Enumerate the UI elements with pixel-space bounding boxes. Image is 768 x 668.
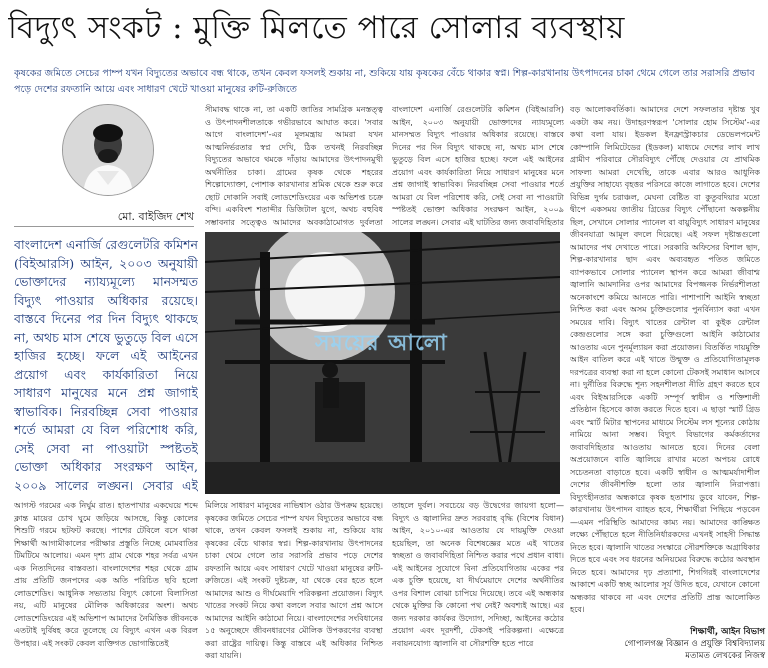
author-photo (62, 104, 154, 196)
author-signature (565, 626, 765, 662)
column-3-bottom: তাহলে দুর্বল। সবচেয়ে বড় উদ্বেগের জায়গা হলো—বিদ্যুৎ ও জ্বালানির দ্রুত সরবরাহ বৃদ্ধি (বিশেষ বিধান) আইন, ২০১০-এর আওতায় যে দায়মুক্তি দেওয়া হয়েছিল, তা অনেক বিশেষজ্ঞের মতে এই খাতের স্বচ্ছতা ও জবাবদিহিতা নিশ্চিত করার পথে প্রধান বাধা। এই আইনের সুযোগে বিনা প্রতিযোগিতায় একের পর এক চুক্তি হয়েছে, যা দীর্ঘমেয়াদে দেশের অর্থনীতির ওপর বিশাল বোঝা চাপিয়ে দিয়েছে। তবে এই অন্ধকার থেকে মুক্তির কি কোনো পথ নেই? অবশ্যই আছে। এর জন্য দরকার কার্যকর উদ্যোগ, সদিচ্ছা, আইনের কঠোর প্রয়োগ এবং দূরদর্শী, টেকসই পরিকল্পনা। এক্ষেত্রে নবায়নযোগ্য জ্বালানি বা সৌরশক্তি হতে পারে (392, 501, 564, 648)
signature-role: শিক্ষার্থী, আইন বিভাগ (690, 627, 765, 637)
newspaper-watermark: সময়ের আলো (315, 331, 448, 356)
column-2-bottom: মিলিয়ে সাধারণ মানুষের নাভিশ্বাস ওঠার উপক্রম হয়েছে। কৃষকের জমিতে সেচের পাম্প যখন বিদ্যুতের অভাবে বন্ধ থাকে, তখন কেবল ফসলই শুকায় না, শুকিয়ে যায় কৃষকের বেঁচে থাকার স্বপ্ন। শিল্প-কারখানায় উৎপাদনের চাকা থেমে গেলে তার সরাসরি প্রভাব পড়ে দেশের রফতানি আয়ে এবং সাধারণ খেটে খাওয়া মানুষের রুটি-রুজিতে। এই সংকট দুষ্টচক্র, যা থেকে বের হতে হলে আমাদের আশু ও দীর্ঘমেয়াদি পরিকল্পনা প্রয়োজন। বিদ্যুৎ খাতের সংকট নিয়ে কথা বললে সবার আগে প্রশ্ন আসে আমাদের আইনি কাঠামো নিয়ে। বাংলাদেশের সংবিধানের ১৫ অনুচ্ছেদে জীবনধারণের মৌলিক উপকরণের ব্যবস্থা করা রাষ্ট্রের দায়িত্ব। কিন্তু বাস্তবে এই অধিকার নিশ্চিত করা যায়নি। (205, 501, 383, 660)
signature-institution: গোপালগঞ্জ বিজ্ঞান ও প্রযুক্তি বিশ্ববিদ্যালয় (624, 639, 765, 649)
article-photo (205, 232, 560, 494)
column-3-top: বাংলাদেশ এনার্জি রেগুলেটরি কমিশন (বিইআরসি) আইন, ২০০৩ অনুযায়ী ভোক্তাদের ন্যায্যমূল্যে মানসম্মত বিদ্যুৎ পাওয়ার অধিকার রয়েছে। বাস্তবে দিনের পর দিন বিদ্যুৎ থাকছে না, অথচ মাস শেষে ভুতুড়ে বিল এসে হাজির হচ্ছে। ফলে এই আইনের প্রয়োগ এবং কার্যকারিতা নিয়ে সাধারণ মানুষের মনে প্রশ্ন জাগাই স্বাভাবিক। নিরবচ্ছিন্ন সেবা পাওয়ার শর্তে আমরা যে বিল পরিশোধ করি, সেই সেবা না পাওয়াটা স্পষ্টতই ভোক্তা অধিকার সংরক্ষণ আইন, ২০০৯ সালের লঙ্ঘন। সেবার এই ঘাটতির জন্য জবাবদিহিতার (392, 105, 564, 227)
author-byline: মো. বাইজিদ শেখ (14, 208, 194, 227)
column-4: বড় আলোকবর্তিকা। আমাদের দেশে সফলতার দৃষ্টান্ত খুব একটা কম নয়। উদাহরণস্বরূপ 'সোলার হোম সিস্টেম'-এর কথা বলা যায়। ইডকল ইনফ্রাস্ট্রাকচার ডেভেলপমেন্ট কোম্পানি লিমিটেডের (ইডকল) মাধ্যমে দেশের লাখ লাখ গ্রামীণ পরিবারে সৌরবিদ্যুৎ পৌঁছে দেওয়ার যে প্রাথমিক সাফল্য আমরা দেখেছি, তাকে এবার আরও আধুনিক প্রযুক্তির সাহায্যে বৃহত্তর পরিসরে কাজে লাগাতে হবে। দেশের বিভিন্ন দুর্গম চরাঞ্চল, মেঘনা বেষ্টিত বা কুতুবদিয়ার মতো দ্বীপে একসময় জাতীয় গ্রিডের বিদ্যুৎ পৌঁছানো অকল্পনীয় ছিল, সেখানে সোলার প্যানেল বা বায়ুবিদ্যুৎ সাধারণ মানুষের জীবনযাত্রা আমূল বদলে দিয়েছে। এই সফল দৃষ্টান্তগুলো আমাদের পথ দেখাতে পারে। সরকারি অফিসের বিশাল ছাদ, শিল্প-কারখানার ছাদ এবং অব্যবহৃত পতিত জমিতে ব্যাপকভাবে সোলার প্যানেল স্থাপন করে আমরা জীবাশ্ম জ্বালানি আমদানির ওপর আমাদের বিপজ্জনক নির্ভরশীলতা অনেকাংশে কমিয়ে আনতে পারি। পাশাপাশি আইনি স্বচ্ছতা নিশ্চিত করা এবং অসম চুক্তিগুলোর পুনর্বিন্যাস করা এখন সময়ের দাবি। বিদ্যুৎ খাতের রেন্টাল বা কুইক রেন্টাল কেন্দ্রগুলোর সঙ্গে করা চুক্তিগুলো আইনি কাঠামোর আওতায় এনে পুনর্মূল্যায়ন করা প্রয়োজন। বিতর্কিত দায়মুক্তি আইন বাতিল করে এই খাতে উন্মুক্ত ও প্রতিযোগিতামূলক দরপত্রের ব্যবস্থা করা না হলে কোনো টেকসই সমাধান আসবে না। দুর্নীতির বিরুদ্ধে শূন্য সহনশীলতা নীতি গ্রহণ করতে হবে এবং বিইআরসিকে একটি সম্পূর্ণ স্বাধীন ও শক্তিশালী প্রতিষ্ঠান হিসেবে কাজ করতে দিতে হবে। এ ছাড়া স্মার্ট গ্রিড এবং স্মার্ট মিটার স্থাপনের মাধ্যমে সিস্টেম লস শূন্যের কোঠায় নামিয়ে আনা সম্ভব। বিদ্যুৎ বিভাগের কর্মকর্তাদের জবাবদিহিতার আওতায় আনতে হবে। দিনের বেলা অপ্রয়োজনে বাতি জ্বালিয়ে রাখার মতো অপচয় রোধে সচেতনতা বাড়াতে হবে। একটি স্বাধীন ও আত্মমর্যাদাশীল দেশের জীবনীশক্তি হলো তার জ্বালানি নিরাপত্তা। বিদ্যুৎহীনতার অন্ধকারে কৃষক হতাশায় ডুবে যাবেন, শিল্প-কারখানায় উৎপাদন ব্যাহত হবে, শিক্ষার্থীরা পিছিয়ে পড়বেন—এমন পরিস্থিতি আমাদের কাম্য নয়। আমাদের কাঙ্ক্ষিত লক্ষ্যে পৌঁছাতে হলে নীতিনির্ধারকদের এখনই সাহসী সিদ্ধান্ত নিতে হবে। জ্বালানি খাতের সংস্কারে সৌরশক্তিকে অগ্রাধিকার দিতে হবে এবং সব ধরনের অনিয়মের বিরুদ্ধে কঠোর অবস্থান নিতে হবে। আমাদের দৃঢ় প্রত্যাশা, শিগগিরই বাংলাদেশের আকাশে একটি স্বচ্ছ আলোর সূর্য উদিত হবে, যেখানে কোনো অন্ধকার থাকবে না এবং দেশের প্রতিটি প্রান্ত আলোকিত হবে। (570, 105, 760, 614)
column-2-top: সীমাবদ্ধ থাকে না, তা একটি জাতির সামগ্রিক মনস্তত্ত্ব ও উৎপাদনশীলতাকে গভীরভাবে আঘাত করে। 'সবার আগে বাংলাদেশ'-এর মূলমন্ত্রায় আমরা যখন আত্মনির্ভরতার স্বপ্ন দেখি, ঠিক তখনই নিরবচ্ছিন্ন বিদ্যুতের অভাবে থমকে দাঁড়ায় আমাদের উৎপাদনমুখী অর্থনীতির চাকা। গ্রামের কৃষক থেকে শহরের শিল্পোদ্যোক্তা, পোশাক কারখানার শ্রমিক থেকে শুরু করে ছোট দোকানি সবাই লোডশেডিংয়ের এক অভিশপ্ত চক্রে বন্দি। একবিংশ শতাব্দীর ডিজিটাল যুগে, অথচ বহুবিধ সম্ভাবনার সত্ত্বেও আমাদের অবকাঠামোগত দুর্বলতা (205, 105, 383, 227)
headline: বিদ্যুৎ সংকট : মুক্তি মিলতে পারে সোলার ব্যবস্থায় (8, 10, 625, 46)
lead-paragraph: কৃষকের জমিতে সেচের পাম্প যখন বিদ্যুতের অভাবে বন্ধ থাকে, তখন কেবল ফসলই শুকায় না, শুকিয়ে যায় কৃষকের বেঁচে থাকার স্বপ্ন। শিল্প-কারখানায় উৎপাদনের চাকা থেমে গেলে তার সরাসরি প্রভাব পড়ে দেশের রফতানি আয়ে এবং সাধারণ খেটে খাওয়া মানুষের রুটি-রুজিতে (14, 68, 755, 95)
intro-paragraph: বাংলাদেশ এনার্জি রেগুলেটরি কমিশন (বিইআরসি) আইন, ২০০৩ অনুযায়ী ভোক্তাদের ন্যায্যমূল্যে মানসম্মত বিদ্যুৎ পাওয়ার অধিকার রয়েছে। বাস্তবে দিনের পর দিন বিদ্যুৎ থাকছে না, অথচ মাস শেষে ভুতুড়ে বিল এসে হাজির হচ্ছে। ফলে এই আইনের প্রয়োগ এবং কার্যকারিতা নিয়ে সাধারণ মানুষের মনে প্রশ্ন জাগাই স্বাভাবিক। নিরবচ্ছিন্ন সেবা পাওয়ার শর্তে আমরা যে বিল পরিশোধ করি, সেই সেবা না পাওয়াটা স্পষ্টতই ভোক্তা অধিকার সংরক্ষণ আইন, ২০০৯ সালের লঙ্ঘন। সেবার এই (14, 237, 198, 493)
column-1-bottom: আগস্ট গরমের এক নির্ঘুম রাত। হাতপাখার একঘেয়ে শব্দে ক্লান্ত মায়ের চোখ ঘুমে জড়িয়ে আসছে, কিন্তু কোলের শিশুটি গরমে ছটফট করছে। পাশের টেবিলে বসে থাকা শিক্ষার্থী আগামীকালের পরীক্ষার প্রস্তুতি নিচ্ছে মোমবাতির টিমটিমে আলোয়। এমন দৃশ্য গ্রাম থেকে শহর সর্বত্র এখন এক নিত্যদিনের বাস্তবতা। বাংলাদেশের শহর থেকে গ্রাম প্রায় প্রতিটি জনপদের এক অতি পরিচিত ছবি হলো লোডশেডিং। আধুনিক সভ্যতায় বিদ্যুৎ কোনো বিলাসিতা নয়, এটি মানুষের মৌলিক অধিকারের অংশ। অথচ লোডশেডিংয়ের এই অভিশাপ আমাদের নৈমিত্তিক জীবনকে এতটাই দুর্বিষহ করে তুলেছে যে বিদ্যুৎ এখন এক বিরল উপহার। এই সংকট কেবল ব্যক্তিগত ভোগান্তিতেই (14, 501, 198, 648)
signature-disclaimer: মতামত লেখকের নিজস্ব (685, 651, 765, 661)
